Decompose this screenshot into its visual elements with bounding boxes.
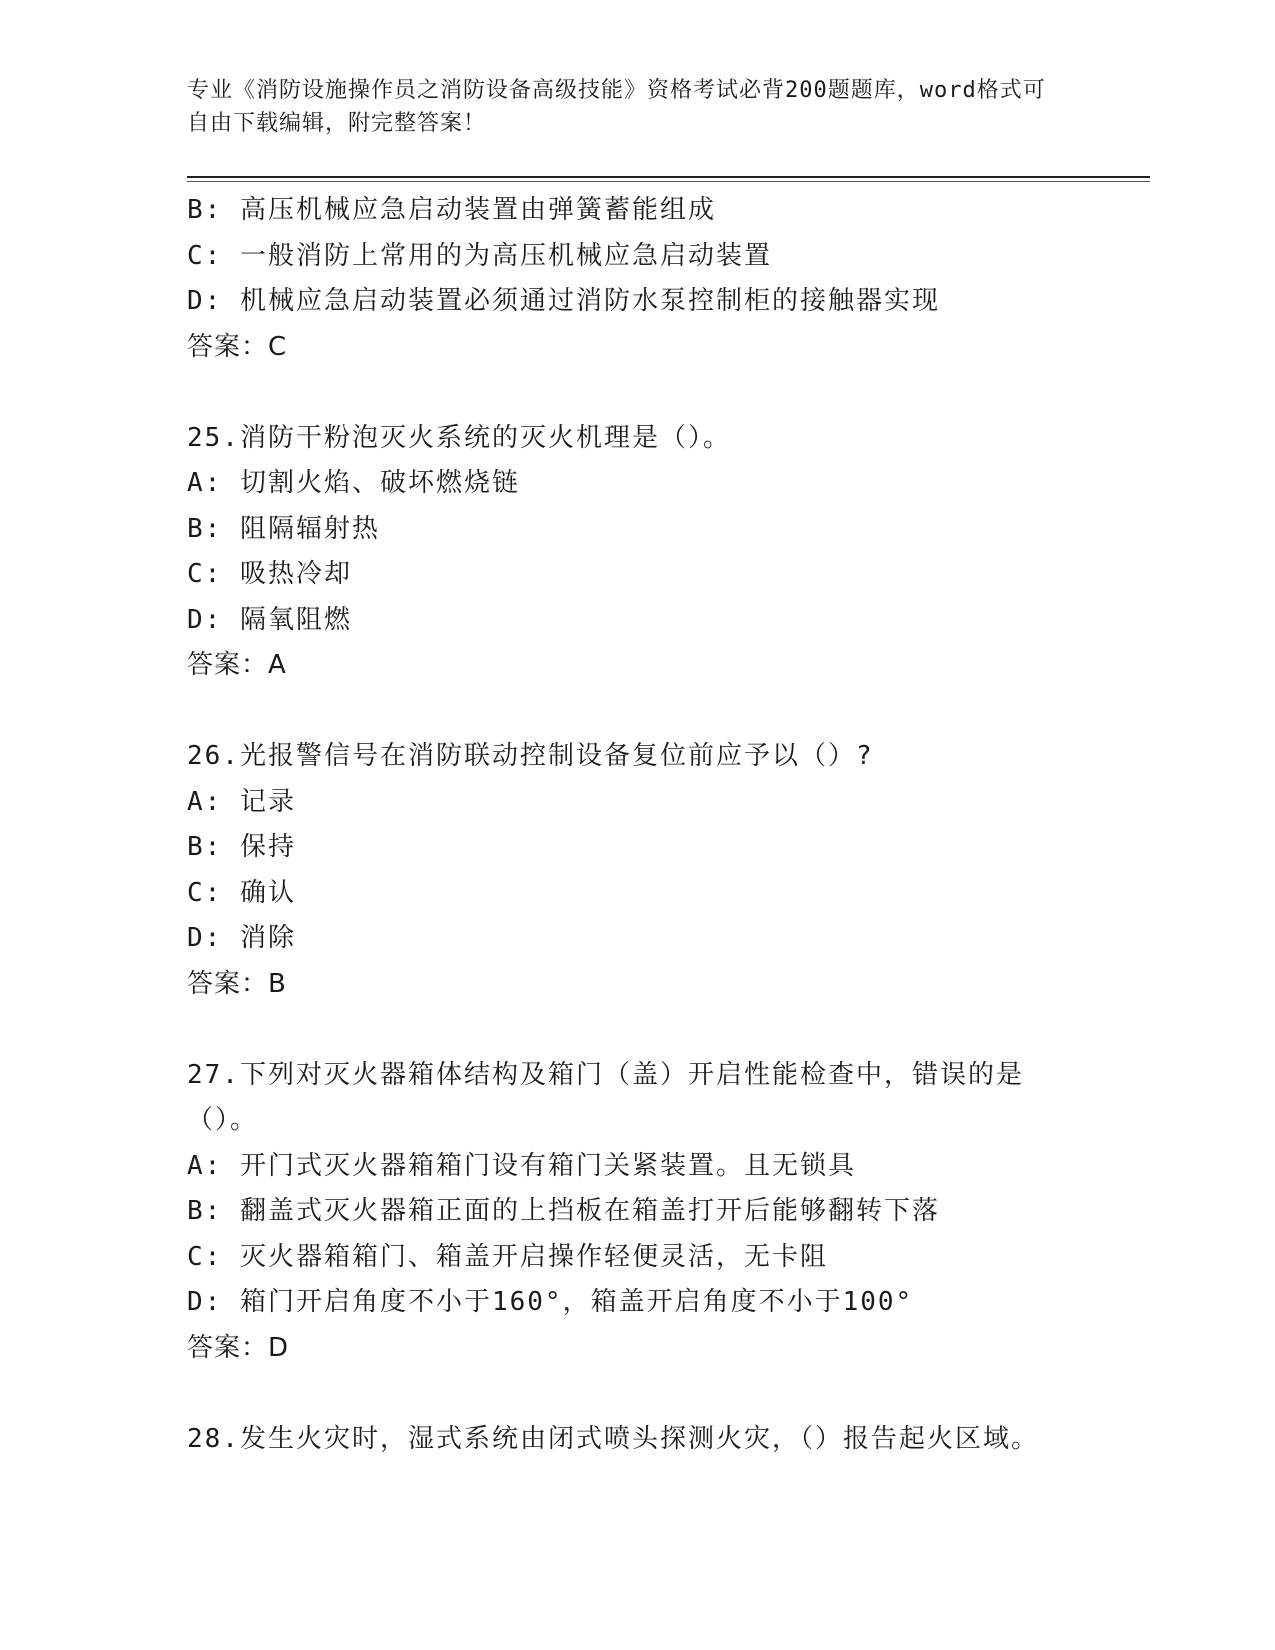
- answer-line: 答案：C: [187, 331, 288, 362]
- option-d: D: 隔氧阻燃: [187, 604, 352, 635]
- question-stem: 27.下列对灭火器箱体结构及箱门（盖）开启性能检查中，错误的是（）。: [187, 1059, 1024, 1135]
- question-stem: 28.发生火灾时，湿式系统由闭式喷头探测火灾，（）报告起火区域。: [187, 1423, 1039, 1454]
- option-a: A: 记录: [187, 786, 296, 817]
- header-divider-thick: [187, 176, 1150, 178]
- option-c: C: 灭火器箱箱门、箱盖开启操作轻便灵活，无卡阻: [187, 1241, 828, 1272]
- option-b: B: 翻盖式灭火器箱正面的上挡板在箱盖打开后能够翻转下落: [187, 1196, 940, 1226]
- question-block-26: [187, 734, 1137, 1007]
- document-header: 专业《消防设施操作员之消防设备高级技能》资格考试必背200题题库，word格式可自由下载编辑，附完整答案！: [187, 78, 1046, 136]
- option-a: A: 切割火焰、破坏燃烧链: [187, 468, 520, 498]
- option-b: B: 高压机械应急启动装置由弹簧蓄能组成: [187, 195, 716, 225]
- option-d: D: 机械应急启动装置必须通过消防水泵控制柜的接触器实现: [187, 286, 940, 316]
- spacer: [187, 1371, 1137, 1417]
- question-stem: 26.光报警信号在消防联动控制设备复位前应予以（）?: [187, 741, 874, 771]
- header-divider-thin: [187, 181, 1150, 182]
- option-d: D: 消除: [187, 923, 296, 953]
- option-a: A: 开门式灭火器箱箱门设有箱门关紧装置。且无锁具: [187, 1150, 856, 1181]
- answer-line: 答案：A: [187, 650, 287, 680]
- option-d: D: 箱门开启角度不小于160°，箱盖开启角度不小于100°: [187, 1287, 914, 1317]
- answer-line: 答案：D: [187, 1332, 290, 1363]
- spacer: [187, 370, 1137, 416]
- option-c: C: 一般消防上常用的为高压机械应急启动装置: [187, 240, 772, 271]
- option-c: C: 确认: [187, 877, 296, 908]
- option-c: C: 吸热冷却: [187, 559, 352, 589]
- option-b: B: 保持: [187, 832, 296, 862]
- question-block-24: [187, 188, 1137, 370]
- question-block-25: [187, 416, 1137, 689]
- spacer: [187, 1007, 1137, 1053]
- question-list: [187, 188, 1137, 1462]
- answer-line: 答案：B: [187, 968, 287, 999]
- question-stem: 25.消防干粉泡灭火系统的灭火机理是（）。: [187, 422, 731, 453]
- question-block-28: [187, 1417, 1137, 1463]
- spacer: [187, 689, 1137, 735]
- option-b: B: 阻隔辐射热: [187, 513, 380, 544]
- question-block-27: [187, 1053, 1137, 1372]
